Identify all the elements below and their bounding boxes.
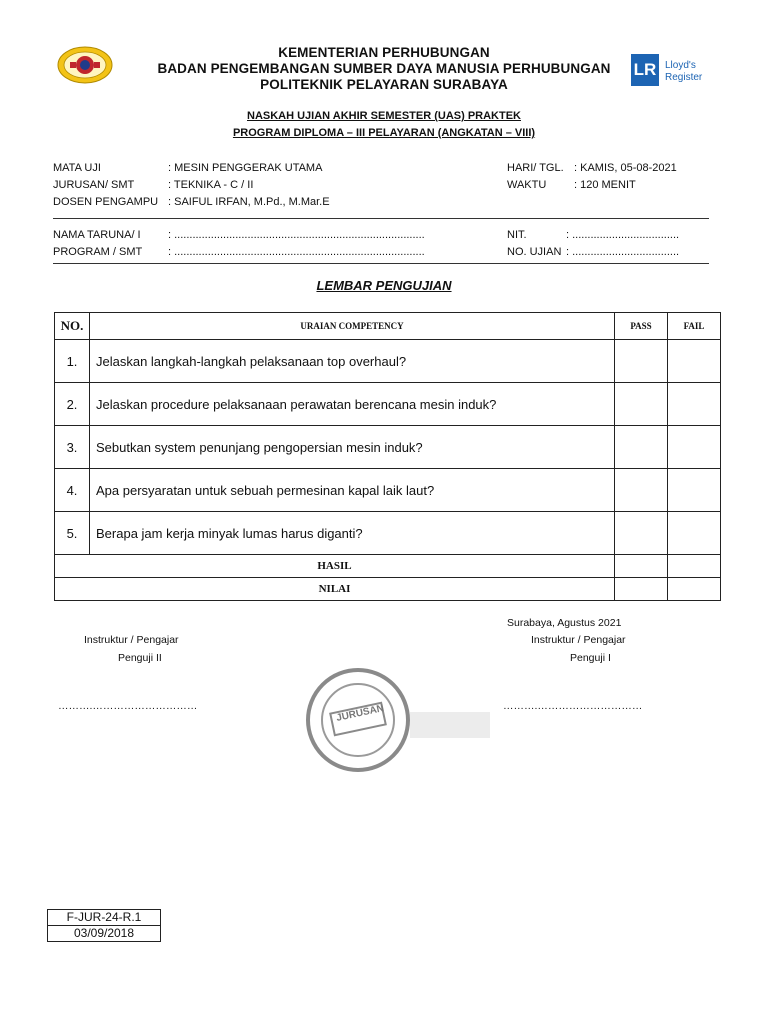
hasil-fail-cell[interactable] bbox=[668, 555, 721, 578]
right-signature-line: ……….………………………… bbox=[503, 700, 643, 712]
ministry-name: KEMENTERIAN PERHUBUNGAN bbox=[278, 45, 490, 60]
header-no: NO. bbox=[55, 313, 90, 340]
nit-field[interactable]: : ................................... bbox=[566, 229, 680, 241]
fail-cell[interactable] bbox=[668, 426, 721, 469]
jurusan-value: : TEKNIKA - C / II bbox=[168, 179, 254, 191]
nilai-pass-cell[interactable] bbox=[615, 578, 668, 601]
fail-cell[interactable] bbox=[668, 340, 721, 383]
dosen-value: : SAIFUL IRFAN, M.Pd., M.Mar.E bbox=[168, 196, 330, 208]
divider-top bbox=[53, 218, 709, 219]
left-signature-line: ……….………………………… bbox=[58, 700, 198, 712]
table-row bbox=[55, 383, 721, 426]
stamp-text: JURUSAN bbox=[335, 703, 385, 724]
hari-value: : KAMIS, 05-08-2021 bbox=[574, 162, 677, 174]
hasil-pass-cell[interactable] bbox=[615, 555, 668, 578]
school-name: POLITEKNIK PELAYARAN SURABAYA bbox=[260, 77, 508, 92]
pass-cell[interactable] bbox=[615, 426, 668, 469]
form-date: 03/09/2018 bbox=[48, 925, 160, 941]
nilai-label: NILAI bbox=[55, 578, 615, 601]
dosen-label: DOSEN PENGAMPU bbox=[53, 196, 159, 208]
program-label: PROGRAM / SMT bbox=[53, 246, 143, 258]
header-uraian: URAIAN COMPETENCY bbox=[90, 313, 615, 340]
mata-uji-value: : MESIN PENGGERAK UTAMA bbox=[168, 162, 323, 174]
place-date: Surabaya, Agustus 2021 bbox=[507, 617, 622, 629]
table-row bbox=[55, 426, 721, 469]
official-stamp bbox=[300, 668, 496, 772]
left-signer-title: Penguji II bbox=[118, 652, 162, 664]
right-signer-title: Penguji I bbox=[570, 652, 611, 664]
row-question: Apa persyaratan untuk sebuah permesinan kapal laik laut? bbox=[90, 469, 615, 512]
header-pass: PASS bbox=[615, 313, 668, 340]
nama-field[interactable]: : .................................................................................. bbox=[168, 229, 425, 241]
hasil-row bbox=[55, 555, 721, 578]
competency-table bbox=[54, 312, 721, 601]
exam-program: PROGRAM DIPLOMA – III PELAYARAN (ANGKATAN – VIII) bbox=[232, 127, 536, 139]
row-question: Berapa jam kerja minyak lumas harus diganti? bbox=[90, 512, 615, 555]
row-question: Jelaskan procedure pelaksanaan perawatan berencana mesin induk? bbox=[90, 383, 615, 426]
lr-mark: LR bbox=[631, 54, 659, 86]
mata-uji-label: MATA UJI bbox=[53, 162, 101, 174]
nama-label: NAMA TARUNA/ I bbox=[53, 229, 141, 241]
jurusan-label: JURUSAN/ SMT bbox=[53, 179, 135, 191]
waktu-label: WAKTU bbox=[507, 179, 547, 191]
register-text: Register bbox=[665, 72, 703, 83]
fail-cell[interactable] bbox=[668, 383, 721, 426]
program-field[interactable]: : .................................................................................. bbox=[168, 246, 425, 258]
left-signer-role: Instruktur / Pengajar bbox=[84, 634, 179, 646]
row-number: 1. bbox=[55, 340, 90, 383]
form-code-box bbox=[47, 909, 161, 942]
nit-label: NIT. bbox=[507, 229, 527, 241]
row-question: Sebutkan system penunjang pengopersian mesin induk? bbox=[90, 426, 615, 469]
pass-cell[interactable] bbox=[615, 340, 668, 383]
right-signer-role: Instruktur / Pengajar bbox=[531, 634, 626, 646]
table-header bbox=[55, 313, 721, 340]
header-fail: FAIL bbox=[668, 313, 721, 340]
exam-title: NASKAH UJIAN AKHIR SEMESTER (UAS) PRAKTEK bbox=[247, 110, 521, 122]
divider-bottom bbox=[53, 263, 709, 264]
row-number: 4. bbox=[55, 469, 90, 512]
lloyds-text: Lloyd's bbox=[665, 60, 696, 71]
form-code: F-JUR-24-R.1 bbox=[66, 910, 142, 924]
table-row bbox=[55, 512, 721, 555]
no-ujian-field[interactable]: : ................................... bbox=[566, 246, 680, 258]
fail-cell[interactable] bbox=[668, 512, 721, 555]
pass-cell[interactable] bbox=[615, 383, 668, 426]
no-ujian-label: NO. UJIAN bbox=[507, 246, 562, 258]
fail-cell[interactable] bbox=[668, 469, 721, 512]
row-number: 3. bbox=[55, 426, 90, 469]
pass-cell[interactable] bbox=[615, 512, 668, 555]
row-number: 5. bbox=[55, 512, 90, 555]
table-row bbox=[55, 340, 721, 383]
section-title: LEMBAR PENGUJIAN bbox=[316, 278, 452, 293]
lloyds-register-logo bbox=[631, 54, 711, 88]
agency-name: BADAN PENGEMBANGAN SUMBER DAYA MANUSIA PERHUBUNGAN bbox=[157, 61, 611, 76]
nilai-row bbox=[55, 578, 721, 601]
pass-cell[interactable] bbox=[615, 469, 668, 512]
nilai-fail-cell[interactable] bbox=[668, 578, 721, 601]
hari-label: HARI/ TGL. bbox=[507, 162, 564, 174]
row-question: Jelaskan langkah-langkah pelaksanaan top overhaul? bbox=[90, 340, 615, 383]
row-number: 2. bbox=[55, 383, 90, 426]
hasil-label: HASIL bbox=[55, 555, 615, 578]
waktu-value: : 120 MENIT bbox=[574, 179, 636, 191]
table-row bbox=[55, 469, 721, 512]
